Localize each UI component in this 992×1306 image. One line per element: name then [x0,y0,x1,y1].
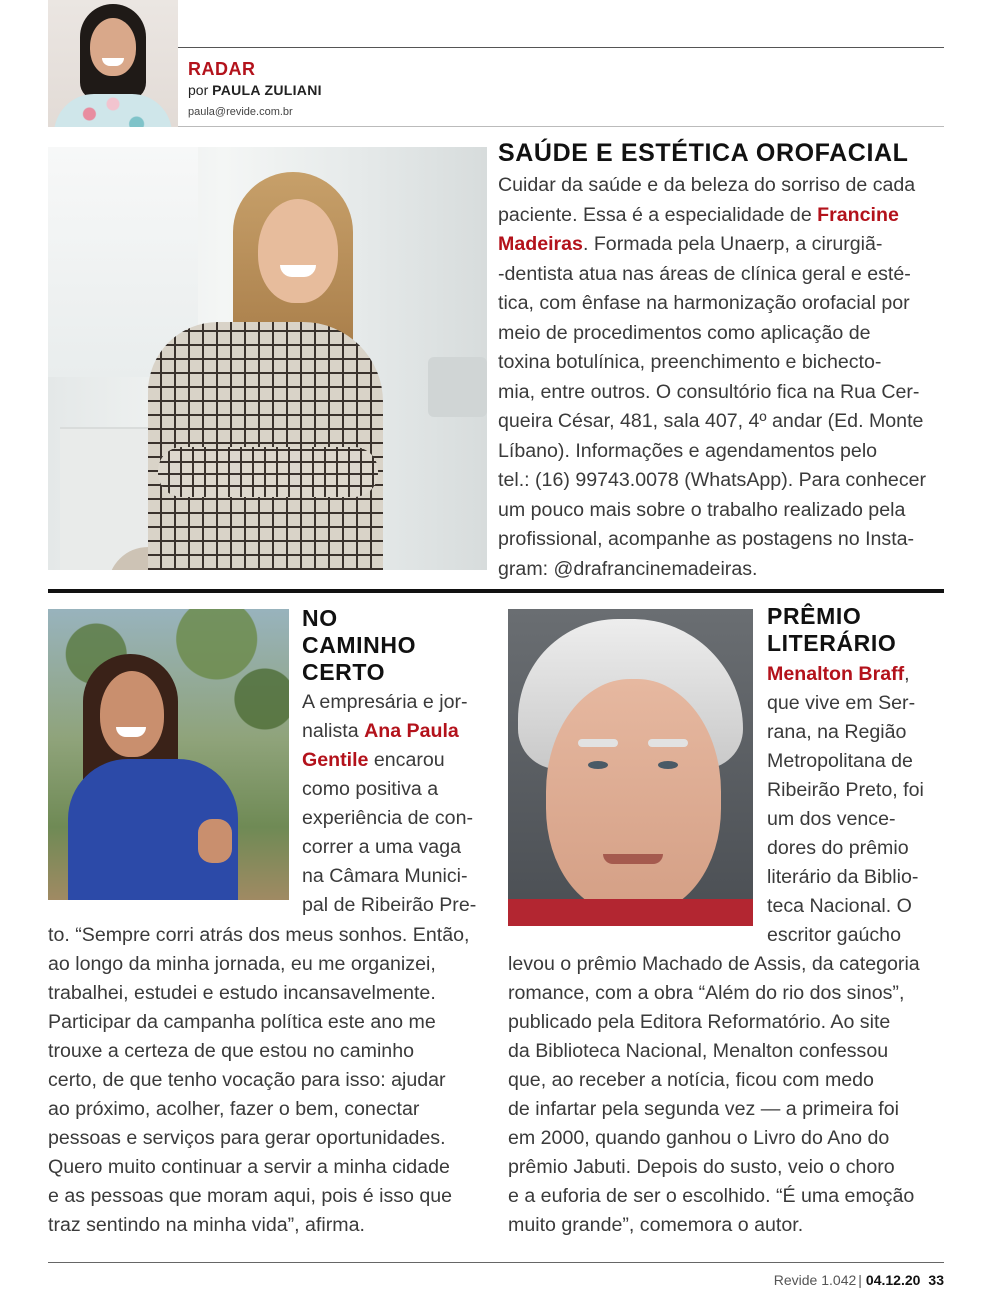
highlight-name: Francine [817,203,899,226]
text-line: escritor gaúcho [767,924,901,946]
section-divider [48,589,944,593]
article1-title: SAÚDE E ESTÉTICA OROFACIAL [498,139,909,167]
text-line: publicado pela Editora Reformatório. Ao site [508,1011,891,1033]
text-line: em 2000, quando ganhou o Livro do Ano do [508,1127,890,1149]
text-line: da Biblioteca Nacional, Menalton confessou [508,1040,889,1062]
byline-prefix: por [188,82,209,98]
text-line: teca Nacional. O [767,895,912,917]
article3-photo [508,609,753,926]
text-line: e a euforia de ser o escolhido. “É uma emoção [508,1185,915,1207]
text-line: Quero muito continuar a servir a minha cidade [48,1156,450,1178]
article1-body [498,171,944,584]
article2-title: NO CAMINHO CERTO [302,605,417,685]
text-line: e as pessoas que moram aqui, pois é isso que [48,1185,453,1207]
footer-rule [48,1262,944,1263]
text-line: correr a uma vaga [302,836,461,858]
text-line: trouxe a certeza de que estou no caminho [48,1040,414,1062]
text-line: que vive em Ser- [767,692,916,714]
text-line: gram: @drafrancinemadeiras. [498,557,758,580]
text-line: dores do prêmio [767,837,909,859]
text-line: profissional, acompanhe as postagens no Insta- [498,528,915,550]
text-line: de infartar pela segunda vez — a primeira foi [508,1098,899,1120]
text-line: Metropolitana de [767,750,913,772]
article1-photo [48,147,487,570]
text-line: Madeiras. Formada pela Unaerp, a cirurgiã- [498,233,883,255]
text-line: literário da Biblio- [767,866,919,888]
page-footer [774,1272,944,1288]
section-name: RADAR [188,59,256,79]
text-line: trabalhei, estudei e estudo incansavelmente. [48,982,436,1004]
byline [188,82,322,98]
page-number: 33 [928,1272,944,1288]
author-name: PAULA ZULIANI [212,82,322,98]
text-line: experiência de con- [302,807,474,829]
text-line: que, ao receber a notícia, ficou com medo [508,1069,874,1091]
text-line: tel.: (16) 99743.0078 (WhatsApp). Para conhecer [498,469,927,491]
header-rule-bottom [178,126,944,127]
text-line: mia, entre outros. O consultório fica na Rua Cer- [498,380,920,403]
text-line: -dentista atua nas áreas de clínica geral e esté- [498,262,911,285]
text-line: Ribeirão Preto, foi [767,779,924,801]
text-line: certo, de que tenho vocação para isso: ajudar [48,1069,446,1091]
text-line: como positiva a [302,778,439,800]
text-line: to. “Sempre corri atrás dos meus sonhos. Então, [48,924,470,946]
footer-separator: | [858,1272,862,1288]
text-line: Líbano). Informações e agendamentos pelo [498,439,878,462]
highlight-name: Ana Paula [364,720,459,742]
text-line: tica, com ênfase na harmonização orofacial por [498,292,910,314]
magazine-issue: Revide 1.042 [773,1272,857,1288]
text-line: ao longo da minha jornada, eu me organizei, [48,953,436,975]
text-line: levou o prêmio Machado de Assis, da categoria [508,953,920,975]
text-line: toxina botulínica, preenchimento e bichecto- [498,351,882,373]
text-line: pessoas e serviços para gerar oportunidades. [48,1127,446,1149]
text-line: um dos vence- [767,808,896,830]
text-line: Cuidar da saúde e da beleza do sorriso de cada [498,174,916,196]
text-line: queira César, 481, sala 407, 4º andar (Ed. Monte [498,410,924,432]
text-line: nalista Ana Paula [302,720,459,742]
text-line: pal de Ribeirão Pre- [302,894,477,916]
text-line: ao próximo, acolher, fazer o bem, conectar [48,1098,420,1120]
text-line: muito grande”, comemora o autor. [508,1214,804,1236]
highlight-name: Menalton Braff [767,663,905,685]
text-line: Menalton Braff, [767,663,910,685]
text-line: A empresária e jor- [302,691,468,713]
header-rule [178,47,944,48]
text-line: meio de procedimentos como aplicação de [498,321,871,344]
highlight-name: Madeiras [498,233,583,255]
article2-body-wide [48,921,498,1240]
article3-title: PRÊMIO LITERÁRIO [767,603,897,656]
text-line: na Câmara Munici- [302,865,468,887]
text-line: romance, com a obra “Além do rio dos sinos”, [508,982,905,1004]
text-line: rana, na Região [767,721,907,743]
article2-photo [48,609,289,900]
text-line: traz sentindo na minha vida”, afirma. [48,1214,365,1236]
text-line: Participar da campanha política este ano me [48,1011,436,1033]
article3-body-wide [508,950,948,1240]
author-email[interactable]: paula@revide.com.br [188,106,293,118]
issue-date: 04.12.20 [865,1272,921,1288]
article2-body [302,688,492,920]
highlight-name: Gentile [302,749,369,771]
text-line: prêmio Jabuti. Depois do susto, veio o choro [508,1156,895,1178]
text-line: paciente. Essa é a especialidade de Francine [498,203,899,226]
article3-body [767,660,947,950]
text-line: Gentile encarou [302,749,445,771]
columnist-photo [48,0,178,127]
text-line: um pouco mais sobre o trabalho realizado pela [498,498,906,521]
